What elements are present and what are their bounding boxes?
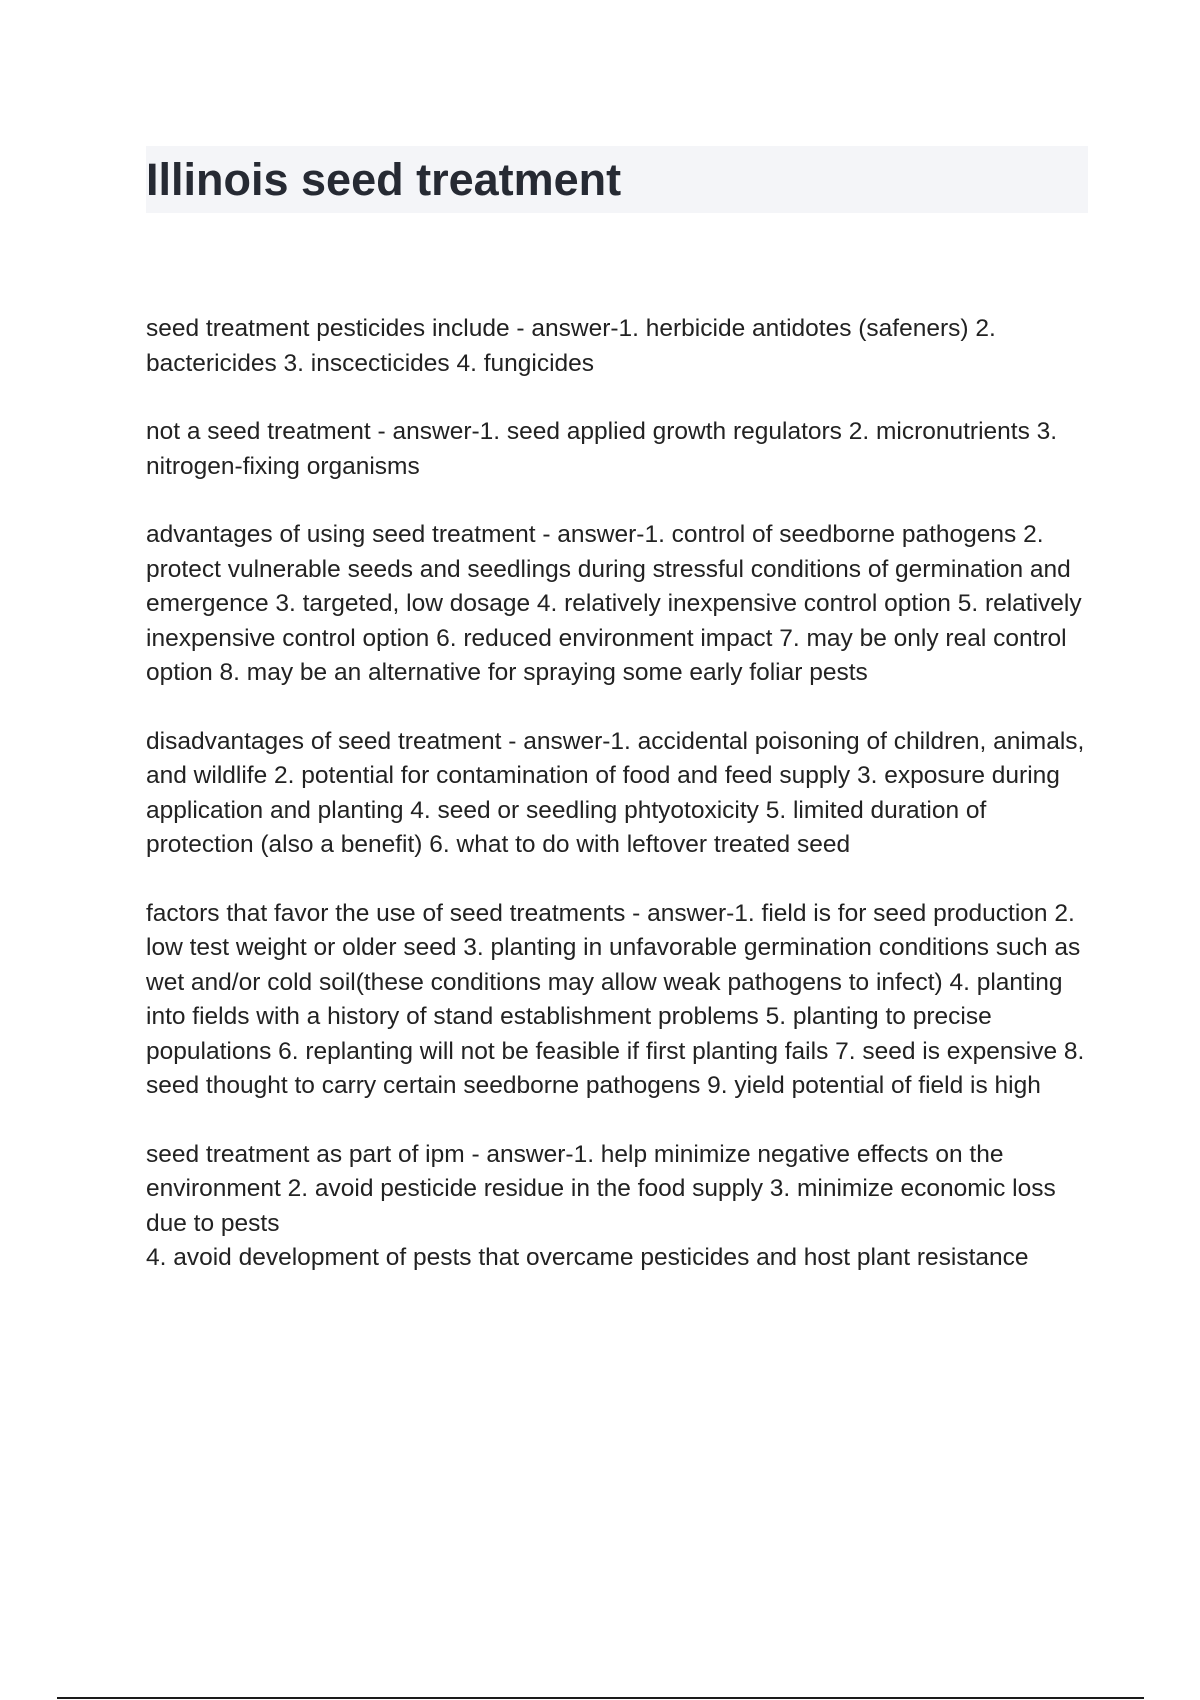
flashcard-entry: factors that favor the use of seed treatments - answer-1. field is for seed production 2. low test weight or older seed 3. planting in unfavorable germination conditions such as wet and/or cold soil(these conditions may allow weak pathogens to infect) 4. planting into fields with a history of stand establishment problems 5. planting to precise populations 6. replanting will not be feasible if first planting fails 7. seed is expensive 8. seed thought to carry certain seedborne pathogens 9. yield potential of field is high xyxy=(146,899,1085,1099)
flashcard-entry: advantages of using seed treatment - answer-1. control of seedborne pathogens 2. protect vulnerable seeds and seedlings during stressful conditions of germination and emergence 3. targeted, low dosage 4. relatively inexpensive control option 5. relatively inexpensive control option 6. reduced environment impact 7. may be only real control option 8. may be an alternative for spraying some early foliar pests xyxy=(146,521,1082,686)
flashcard-entry: disadvantages of seed treatment - answer-1. accidental poisoning of children, animals, and wildlife 2. potential for contamination of food and feed supply 3. exposure during application and planting 4. seed or seedling phtyotoxicity 5. limited duration of protection (also a benefit) 6. what to do with leftover treated seed xyxy=(146,727,1085,858)
flashcard-entry: seed treatment pesticides include - answer-1. herbicide antidotes (safeners) 2. bactericides 3. inscecticides 4. fungicides xyxy=(146,315,996,377)
flashcard-entry xyxy=(146,1138,1096,1276)
title-banner xyxy=(146,146,1088,213)
flashcard-entry: not a seed treatment - answer-1. seed applied growth regulators 2. micronutrients 3. nitrogen-fixing organisms xyxy=(146,418,1058,480)
page-title: Illinois seed treatment xyxy=(146,154,622,205)
flashcard-entry-continuation: 4. avoid development of pests that overcame pesticides and host plant resistance xyxy=(146,1244,1029,1271)
flashcard-entry-text: seed treatment as part of ipm - answer-1. help minimize negative effects on the environment 2. avoid pesticide residue in the food supply 3. minimize economic loss due to pests xyxy=(146,1140,1056,1237)
flashcard-list xyxy=(146,312,1096,1310)
footer-divider xyxy=(57,1697,1144,1699)
